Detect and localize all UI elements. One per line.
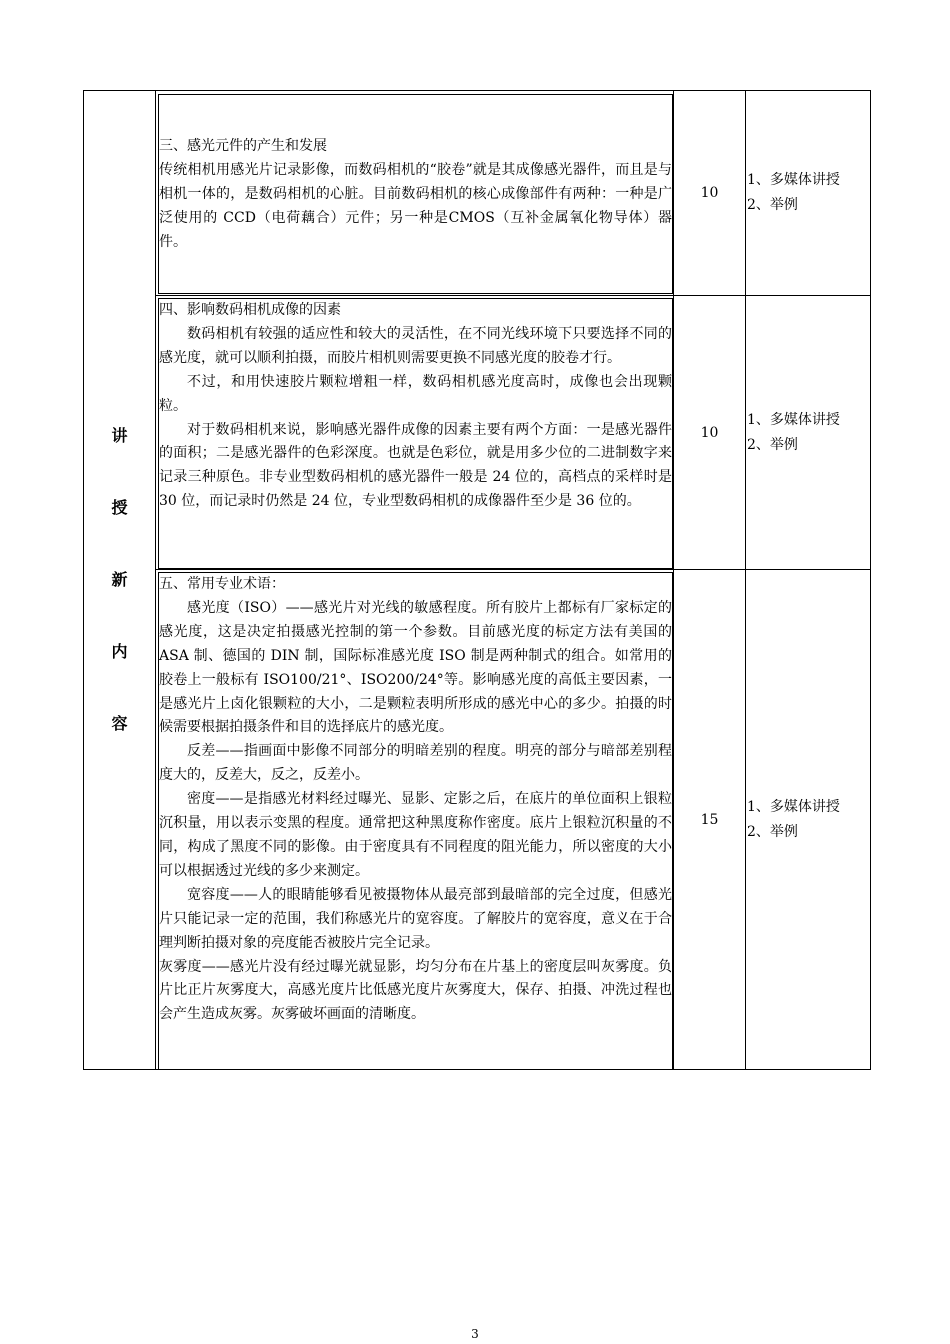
section-heading: 三、感光元件的产生和发展 — [159, 138, 327, 154]
method-cell — [746, 296, 871, 570]
paragraph: 传统相机用感光片记录影像，而数码相机的“胶卷”就是其成像感光器件，而且是与相机一体的，是数码相机的心脏。目前数码相机的核心成像部件有两种：一种是广泛使用的 CCD（电荷藕合）元件；另一种是CMOS（互补金属氧化物导体）器件。 — [159, 161, 672, 250]
method-item: 1、多媒体讲授 — [747, 411, 840, 428]
method-item: 1、多媒体讲授 — [747, 798, 840, 815]
paragraph: 反差——指画面中影像不同部分的明暗差别的程度。明亮的部分与暗部差别程度大的，反差大，反之，反差小。 — [159, 743, 672, 784]
section-label — [84, 91, 156, 1070]
paragraph: 数码相机有较强的适应性和较大的灵活性，在不同光线环境下只要选择不同的感光度，就可以顺利拍摄，而胶片相机则需要更换不同感光度的胶卷才行。 — [159, 325, 672, 366]
section-label-char: 新 — [111, 570, 128, 589]
paragraph: 密度——是指感光材料经过曝光、显影、定影之后，在底片的单位面积上银粒沉积量，用以表示变黑的程度。通常把这种黑度称作密度。底片上银粒沉积量的不同，构成了黑度不同的影像。由于密度具有不同程度的阻光能力，所以密度的大小可以根据透过光线的多少来测定。 — [159, 791, 672, 879]
paragraph: 不过，和用快速胶片颗粒增粗一样，数码相机感光度高时，成像也会出现颗粒。 — [159, 373, 672, 414]
content-cell — [156, 570, 674, 1070]
paragraph: 感光度（ISO）——感光片对光线的敏感程度。所有胶片上都标有厂家标定的感光度，这是决定拍摄感光控制的第一个参数。目前感光度的标定方法有美国的 ASA 制、德国的 DIN 制，国际标准感光度 ISO 制是两种制式的组合。如常用的胶卷上一般标有 ISO100/21°、ISO200/24°等。影响感光度的高低主要因素，一是感光片上卤化银颗粒的大小，二是颗粒表明所形成的感光中心的多少。拍摄的时候需要根据拍摄条件和目的选择底片的感光度。 — [159, 599, 672, 736]
paragraph: 灰雾度——感光片没有经过曝光就显影，均匀分布在片基上的密度层叫灰雾度。负片比正片灰雾度大，高感光度片比低感光度片灰雾度大，保存、拍摄、冲洗过程也会产生造成灰雾。灰雾破坏画面的清晰度。 — [159, 958, 672, 1023]
section-heading: 五、常用专业术语： — [159, 576, 285, 592]
table-row — [84, 296, 871, 570]
method-item: 2、举例 — [747, 436, 798, 453]
page-number: 3 — [471, 1327, 479, 1341]
section-label-char: 内 — [111, 642, 128, 661]
section-label-char: 容 — [111, 714, 128, 733]
method-item: 1、多媒体讲授 — [747, 172, 840, 188]
paragraph: 对于数码相机来说，影响感光器件成像的因素主要有两个方面：一是感光器件的面积；二是感光器件的色彩深度。也就是色彩位，就是用多少位的二进制数字来记录三种原色。非专业型数码相机的感光器件一般是 24 位的，高档点的采样时是 30 位，而记录时仍然是 24 位，专业型数码相机的成像器件至少是 36 位的。 — [159, 421, 672, 510]
method-cell — [746, 570, 871, 1070]
method-item: 2、举例 — [747, 197, 798, 213]
content-cell — [156, 296, 674, 570]
content-cell — [156, 91, 674, 296]
time-cell: 10 — [674, 296, 746, 570]
time-cell: 10 — [674, 91, 746, 296]
method-item: 2、举例 — [747, 823, 798, 840]
method-cell — [746, 91, 871, 296]
table-row — [84, 91, 871, 296]
paragraph: 宽容度——人的眼睛能够看见被摄物体从最亮部到最暗部的完全过度，但感光片只能记录一定的范围，我们称感光片的宽容度。了解胶片的宽容度，意义在于合理判断拍摄对象的亮度能否被胶片完全记录。 — [159, 886, 672, 951]
lesson-plan-table — [83, 90, 871, 1070]
section-heading: 四、影响数码相机成像的因素 — [159, 302, 341, 318]
section-label-char: 授 — [111, 498, 128, 517]
section-label-char: 讲 — [111, 426, 128, 445]
time-cell: 15 — [674, 570, 746, 1070]
table-row — [84, 570, 871, 1070]
